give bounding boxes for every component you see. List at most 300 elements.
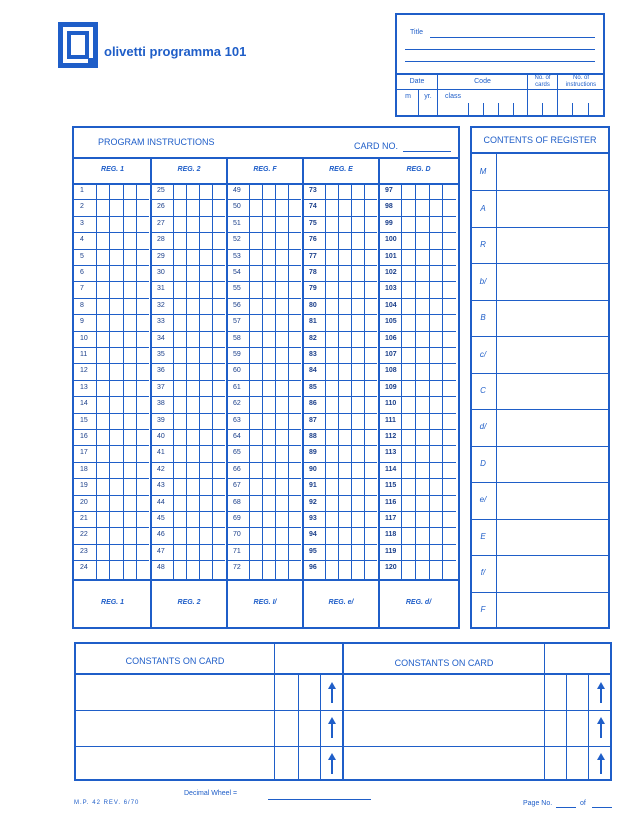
instruction-cell[interactable]: [416, 184, 428, 198]
instruction-cell[interactable]: [352, 414, 363, 428]
title-line-1[interactable]: [430, 37, 595, 38]
instruction-cell[interactable]: [365, 561, 376, 575]
instruction-cell[interactable]: [187, 545, 198, 559]
instruction-cell[interactable]: [187, 266, 198, 280]
instruction-cell[interactable]: [213, 512, 224, 526]
instruction-cell[interactable]: [365, 512, 376, 526]
instruction-cell[interactable]: [263, 200, 274, 214]
instruction-cell[interactable]: [402, 545, 414, 559]
instruction-cell[interactable]: [276, 364, 287, 378]
instruction-cell[interactable]: [124, 266, 135, 280]
instruction-cell[interactable]: [137, 217, 148, 231]
instruction-cell[interactable]: [276, 266, 287, 280]
instruction-cell[interactable]: [352, 496, 363, 510]
instruction-cell[interactable]: [289, 528, 300, 542]
instruction-cell[interactable]: [416, 512, 428, 526]
instruction-cell[interactable]: [326, 528, 337, 542]
instruction-cell[interactable]: [110, 430, 121, 444]
instruction-cell[interactable]: [326, 200, 337, 214]
instruction-cell[interactable]: [137, 414, 148, 428]
instruction-cell[interactable]: [430, 266, 442, 280]
page-no-field[interactable]: [556, 807, 576, 808]
instruction-cell[interactable]: [187, 200, 198, 214]
instruction-cell[interactable]: [137, 430, 148, 444]
instruction-cell[interactable]: [289, 348, 300, 362]
instruction-cell[interactable]: [97, 528, 108, 542]
instruction-cell[interactable]: [276, 430, 287, 444]
instruction-cell[interactable]: [200, 250, 211, 264]
instruction-cell[interactable]: [443, 348, 455, 362]
instruction-cell[interactable]: [110, 282, 121, 296]
instruction-cell[interactable]: [430, 381, 442, 395]
instruction-cell[interactable]: [200, 479, 211, 493]
instruction-cell[interactable]: [137, 184, 148, 198]
instruction-cell[interactable]: [276, 414, 287, 428]
instruction-cell[interactable]: [124, 479, 135, 493]
instruction-cell[interactable]: [326, 266, 337, 280]
instruction-cell[interactable]: [124, 446, 135, 460]
instruction-cell[interactable]: [326, 315, 337, 329]
instruction-cell[interactable]: [276, 299, 287, 313]
instruction-cell[interactable]: [213, 545, 224, 559]
instruction-cell[interactable]: [250, 200, 261, 214]
instruction-cell[interactable]: [326, 463, 337, 477]
instruction-cell[interactable]: [137, 446, 148, 460]
register-content-cell[interactable]: [498, 156, 608, 188]
instruction-cell[interactable]: [200, 315, 211, 329]
card-no-field[interactable]: [403, 151, 451, 152]
instruction-cell[interactable]: [137, 561, 148, 575]
instruction-cell[interactable]: [187, 250, 198, 264]
instruction-cell[interactable]: [289, 479, 300, 493]
instruction-cell[interactable]: [289, 463, 300, 477]
instruction-cell[interactable]: [402, 463, 414, 477]
instruction-cell[interactable]: [174, 479, 185, 493]
instruction-cell[interactable]: [124, 397, 135, 411]
instruction-cell[interactable]: [137, 397, 148, 411]
instruction-cell[interactable]: [213, 446, 224, 460]
instruction-cell[interactable]: [365, 315, 376, 329]
instruction-cell[interactable]: [137, 528, 148, 542]
instruction-cell[interactable]: [174, 233, 185, 247]
instruction-cell[interactable]: [365, 200, 376, 214]
title-line-2[interactable]: [405, 49, 595, 50]
instruction-cell[interactable]: [97, 184, 108, 198]
instruction-cell[interactable]: [97, 561, 108, 575]
instruction-cell[interactable]: [339, 496, 350, 510]
instruction-cell[interactable]: [97, 463, 108, 477]
instruction-cell[interactable]: [416, 496, 428, 510]
instruction-cell[interactable]: [200, 414, 211, 428]
instruction-cell[interactable]: [402, 250, 414, 264]
instruction-cell[interactable]: [213, 496, 224, 510]
instruction-cell[interactable]: [416, 446, 428, 460]
instruction-cell[interactable]: [137, 266, 148, 280]
instruction-cell[interactable]: [326, 364, 337, 378]
instruction-cell[interactable]: [276, 479, 287, 493]
instruction-cell[interactable]: [326, 233, 337, 247]
instruction-cell[interactable]: [110, 545, 121, 559]
instruction-cell[interactable]: [365, 496, 376, 510]
instruction-cell[interactable]: [124, 299, 135, 313]
instruction-cell[interactable]: [416, 528, 428, 542]
instruction-cell[interactable]: [97, 545, 108, 559]
instruction-cell[interactable]: [416, 233, 428, 247]
instruction-cell[interactable]: [110, 528, 121, 542]
instruction-cell[interactable]: [137, 463, 148, 477]
instruction-cell[interactable]: [187, 496, 198, 510]
instruction-cell[interactable]: [97, 430, 108, 444]
instruction-cell[interactable]: [402, 414, 414, 428]
instruction-cell[interactable]: [187, 184, 198, 198]
instruction-cell[interactable]: [430, 496, 442, 510]
instruction-cell[interactable]: [365, 348, 376, 362]
instruction-cell[interactable]: [97, 200, 108, 214]
instruction-cell[interactable]: [110, 217, 121, 231]
instruction-cell[interactable]: [339, 414, 350, 428]
instruction-cell[interactable]: [402, 266, 414, 280]
register-content-cell[interactable]: [498, 594, 608, 626]
instruction-cell[interactable]: [339, 561, 350, 575]
title-line-3[interactable]: [405, 61, 595, 62]
register-content-cell[interactable]: [498, 521, 608, 553]
instruction-cell[interactable]: [213, 200, 224, 214]
instruction-cell[interactable]: [213, 479, 224, 493]
instruction-cell[interactable]: [250, 397, 261, 411]
instruction-cell[interactable]: [200, 430, 211, 444]
instruction-cell[interactable]: [402, 332, 414, 346]
register-content-cell[interactable]: [498, 192, 608, 224]
instruction-cell[interactable]: [263, 561, 274, 575]
instruction-cell[interactable]: [339, 217, 350, 231]
instruction-cell[interactable]: [339, 479, 350, 493]
instruction-cell[interactable]: [365, 397, 376, 411]
instruction-cell[interactable]: [187, 414, 198, 428]
instruction-cell[interactable]: [339, 381, 350, 395]
instruction-cell[interactable]: [430, 233, 442, 247]
instruction-cell[interactable]: [263, 381, 274, 395]
instruction-cell[interactable]: [124, 430, 135, 444]
instruction-cell[interactable]: [250, 463, 261, 477]
instruction-cell[interactable]: [250, 430, 261, 444]
instruction-cell[interactable]: [402, 397, 414, 411]
instruction-cell[interactable]: [124, 315, 135, 329]
instruction-cell[interactable]: [174, 184, 185, 198]
instruction-cell[interactable]: [365, 381, 376, 395]
instruction-cell[interactable]: [289, 496, 300, 510]
instruction-cell[interactable]: [416, 397, 428, 411]
instruction-cell[interactable]: [250, 381, 261, 395]
instruction-cell[interactable]: [124, 381, 135, 395]
instruction-cell[interactable]: [200, 496, 211, 510]
instruction-cell[interactable]: [110, 299, 121, 313]
instruction-cell[interactable]: [352, 479, 363, 493]
constant-value-cell-right[interactable]: [346, 677, 542, 708]
instruction-cell[interactable]: [365, 414, 376, 428]
instruction-cell[interactable]: [352, 381, 363, 395]
instruction-cell[interactable]: [365, 528, 376, 542]
instruction-cell[interactable]: [443, 397, 455, 411]
instruction-cell[interactable]: [430, 282, 442, 296]
instruction-cell[interactable]: [110, 496, 121, 510]
instruction-cell[interactable]: [263, 315, 274, 329]
instruction-cell[interactable]: [174, 446, 185, 460]
instruction-cell[interactable]: [365, 282, 376, 296]
instruction-cell[interactable]: [443, 479, 455, 493]
register-content-cell[interactable]: [498, 265, 608, 297]
instruction-cell[interactable]: [339, 348, 350, 362]
instruction-cell[interactable]: [443, 315, 455, 329]
instruction-cell[interactable]: [200, 233, 211, 247]
instruction-cell[interactable]: [352, 315, 363, 329]
instruction-cell[interactable]: [289, 200, 300, 214]
instruction-cell[interactable]: [276, 200, 287, 214]
instruction-cell[interactable]: [124, 496, 135, 510]
instruction-cell[interactable]: [213, 348, 224, 362]
instruction-cell[interactable]: [339, 430, 350, 444]
instruction-cell[interactable]: [443, 184, 455, 198]
instruction-cell[interactable]: [430, 250, 442, 264]
instruction-cell[interactable]: [289, 250, 300, 264]
instruction-cell[interactable]: [263, 545, 274, 559]
instruction-cell[interactable]: [263, 430, 274, 444]
instruction-cell[interactable]: [97, 282, 108, 296]
instruction-cell[interactable]: [430, 200, 442, 214]
instruction-cell[interactable]: [263, 184, 274, 198]
instruction-cell[interactable]: [430, 315, 442, 329]
instruction-cell[interactable]: [174, 528, 185, 542]
instruction-cell[interactable]: [443, 463, 455, 477]
instruction-cell[interactable]: [326, 397, 337, 411]
instruction-cell[interactable]: [326, 545, 337, 559]
constant-value-cell-right[interactable]: [346, 748, 542, 779]
instruction-cell[interactable]: [200, 200, 211, 214]
instruction-cell[interactable]: [402, 381, 414, 395]
instruction-cell[interactable]: [137, 299, 148, 313]
instruction-cell[interactable]: [97, 512, 108, 526]
instruction-cell[interactable]: [124, 414, 135, 428]
instruction-cell[interactable]: [263, 348, 274, 362]
instruction-cell[interactable]: [352, 200, 363, 214]
instruction-cell[interactable]: [276, 217, 287, 231]
instruction-cell[interactable]: [250, 414, 261, 428]
instruction-cell[interactable]: [213, 282, 224, 296]
decimal-wheel-field[interactable]: [268, 799, 371, 800]
instruction-cell[interactable]: [200, 446, 211, 460]
instruction-cell[interactable]: [97, 217, 108, 231]
instruction-cell[interactable]: [174, 217, 185, 231]
instruction-cell[interactable]: [200, 184, 211, 198]
instruction-cell[interactable]: [213, 332, 224, 346]
instruction-cell[interactable]: [443, 446, 455, 460]
instruction-cell[interactable]: [352, 397, 363, 411]
instruction-cell[interactable]: [352, 348, 363, 362]
instruction-cell[interactable]: [443, 414, 455, 428]
instruction-cell[interactable]: [339, 315, 350, 329]
instruction-cell[interactable]: [339, 512, 350, 526]
instruction-cell[interactable]: [430, 479, 442, 493]
instruction-cell[interactable]: [326, 348, 337, 362]
instruction-cell[interactable]: [124, 282, 135, 296]
instruction-cell[interactable]: [430, 299, 442, 313]
instruction-cell[interactable]: [200, 299, 211, 313]
instruction-cell[interactable]: [289, 266, 300, 280]
register-content-cell[interactable]: [498, 375, 608, 407]
instruction-cell[interactable]: [187, 463, 198, 477]
instruction-cell[interactable]: [97, 364, 108, 378]
instruction-cell[interactable]: [124, 561, 135, 575]
instruction-cell[interactable]: [213, 299, 224, 313]
instruction-cell[interactable]: [443, 381, 455, 395]
instruction-cell[interactable]: [174, 200, 185, 214]
instruction-cell[interactable]: [187, 479, 198, 493]
instruction-cell[interactable]: [137, 348, 148, 362]
instruction-cell[interactable]: [416, 266, 428, 280]
instruction-cell[interactable]: [430, 545, 442, 559]
instruction-cell[interactable]: [352, 463, 363, 477]
register-content-cell[interactable]: [498, 229, 608, 261]
instruction-cell[interactable]: [430, 217, 442, 231]
instruction-cell[interactable]: [110, 414, 121, 428]
instruction-cell[interactable]: [430, 463, 442, 477]
instruction-cell[interactable]: [339, 282, 350, 296]
instruction-cell[interactable]: [416, 463, 428, 477]
instruction-cell[interactable]: [365, 184, 376, 198]
instruction-cell[interactable]: [174, 299, 185, 313]
instruction-cell[interactable]: [174, 348, 185, 362]
instruction-cell[interactable]: [365, 364, 376, 378]
instruction-cell[interactable]: [339, 364, 350, 378]
instruction-cell[interactable]: [416, 381, 428, 395]
instruction-cell[interactable]: [339, 200, 350, 214]
instruction-cell[interactable]: [97, 348, 108, 362]
instruction-cell[interactable]: [352, 266, 363, 280]
instruction-cell[interactable]: [263, 528, 274, 542]
instruction-cell[interactable]: [174, 315, 185, 329]
instruction-cell[interactable]: [200, 463, 211, 477]
instruction-cell[interactable]: [250, 446, 261, 460]
instruction-cell[interactable]: [402, 233, 414, 247]
instruction-cell[interactable]: [263, 233, 274, 247]
instruction-cell[interactable]: [365, 299, 376, 313]
instruction-cell[interactable]: [289, 545, 300, 559]
instruction-cell[interactable]: [352, 364, 363, 378]
instruction-cell[interactable]: [352, 528, 363, 542]
instruction-cell[interactable]: [200, 381, 211, 395]
instruction-cell[interactable]: [352, 512, 363, 526]
instruction-cell[interactable]: [402, 528, 414, 542]
instruction-cell[interactable]: [174, 397, 185, 411]
instruction-cell[interactable]: [124, 512, 135, 526]
instruction-cell[interactable]: [263, 282, 274, 296]
instruction-cell[interactable]: [443, 364, 455, 378]
instruction-cell[interactable]: [430, 446, 442, 460]
instruction-cell[interactable]: [352, 561, 363, 575]
instruction-cell[interactable]: [174, 496, 185, 510]
instruction-cell[interactable]: [110, 315, 121, 329]
instruction-cell[interactable]: [263, 217, 274, 231]
instruction-cell[interactable]: [416, 299, 428, 313]
instruction-cell[interactable]: [416, 332, 428, 346]
instruction-cell[interactable]: [97, 397, 108, 411]
instruction-cell[interactable]: [365, 463, 376, 477]
instruction-cell[interactable]: [263, 397, 274, 411]
instruction-cell[interactable]: [352, 430, 363, 444]
instruction-cell[interactable]: [213, 463, 224, 477]
instruction-cell[interactable]: [430, 332, 442, 346]
instruction-cell[interactable]: [443, 250, 455, 264]
instruction-cell[interactable]: [365, 250, 376, 264]
instruction-cell[interactable]: [365, 430, 376, 444]
instruction-cell[interactable]: [402, 496, 414, 510]
instruction-cell[interactable]: [97, 414, 108, 428]
instruction-cell[interactable]: [289, 217, 300, 231]
instruction-cell[interactable]: [289, 512, 300, 526]
instruction-cell[interactable]: [402, 348, 414, 362]
instruction-cell[interactable]: [443, 561, 455, 575]
instruction-cell[interactable]: [250, 266, 261, 280]
instruction-cell[interactable]: [352, 332, 363, 346]
instruction-cell[interactable]: [110, 463, 121, 477]
instruction-cell[interactable]: [339, 233, 350, 247]
instruction-cell[interactable]: [174, 381, 185, 395]
instruction-cell[interactable]: [365, 266, 376, 280]
instruction-cell[interactable]: [200, 545, 211, 559]
instruction-cell[interactable]: [187, 332, 198, 346]
instruction-cell[interactable]: [97, 496, 108, 510]
instruction-cell[interactable]: [326, 250, 337, 264]
instruction-cell[interactable]: [402, 200, 414, 214]
instruction-cell[interactable]: [326, 381, 337, 395]
instruction-cell[interactable]: [416, 561, 428, 575]
instruction-cell[interactable]: [276, 496, 287, 510]
instruction-cell[interactable]: [250, 528, 261, 542]
instruction-cell[interactable]: [187, 299, 198, 313]
instruction-cell[interactable]: [443, 528, 455, 542]
instruction-cell[interactable]: [289, 430, 300, 444]
instruction-cell[interactable]: [124, 200, 135, 214]
instruction-cell[interactable]: [326, 512, 337, 526]
instruction-cell[interactable]: [187, 364, 198, 378]
instruction-cell[interactable]: [276, 528, 287, 542]
instruction-cell[interactable]: [213, 430, 224, 444]
instruction-cell[interactable]: [110, 446, 121, 460]
instruction-cell[interactable]: [250, 348, 261, 362]
instruction-cell[interactable]: [263, 463, 274, 477]
instruction-cell[interactable]: [174, 332, 185, 346]
instruction-cell[interactable]: [124, 348, 135, 362]
instruction-cell[interactable]: [443, 332, 455, 346]
instruction-cell[interactable]: [110, 184, 121, 198]
instruction-cell[interactable]: [416, 250, 428, 264]
instruction-cell[interactable]: [416, 217, 428, 231]
instruction-cell[interactable]: [289, 414, 300, 428]
instruction-cell[interactable]: [110, 233, 121, 247]
instruction-cell[interactable]: [416, 414, 428, 428]
instruction-cell[interactable]: [124, 463, 135, 477]
instruction-cell[interactable]: [402, 184, 414, 198]
instruction-cell[interactable]: [250, 512, 261, 526]
instruction-cell[interactable]: [339, 446, 350, 460]
instruction-cell[interactable]: [276, 512, 287, 526]
instruction-cell[interactable]: [276, 250, 287, 264]
instruction-cell[interactable]: [326, 561, 337, 575]
instruction-cell[interactable]: [213, 250, 224, 264]
instruction-cell[interactable]: [289, 381, 300, 395]
instruction-cell[interactable]: [402, 299, 414, 313]
instruction-cell[interactable]: [97, 233, 108, 247]
instruction-cell[interactable]: [443, 217, 455, 231]
